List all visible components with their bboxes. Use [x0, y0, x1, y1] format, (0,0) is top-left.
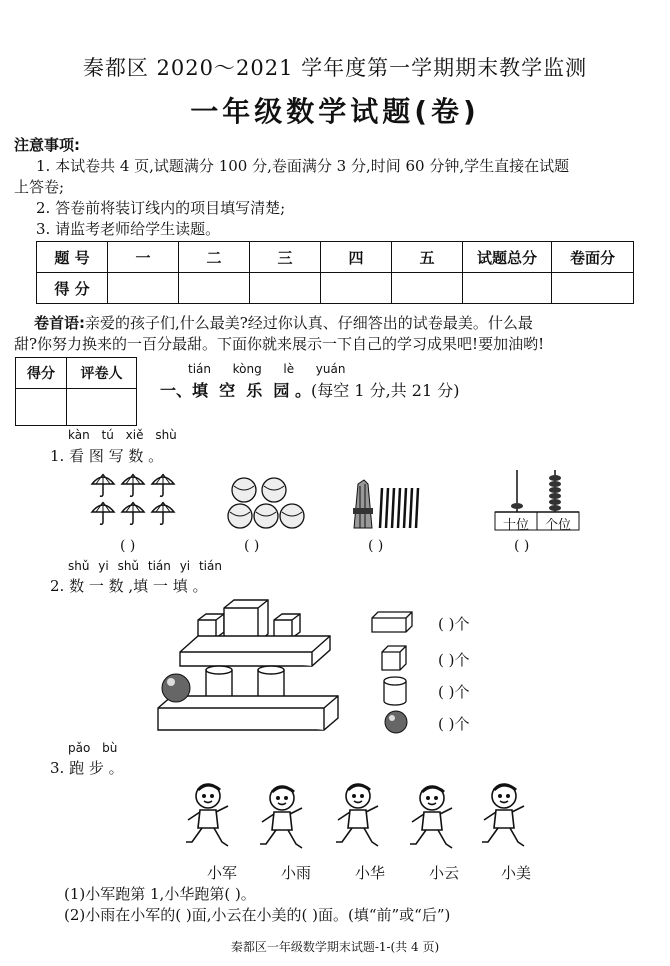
sphere-icon — [384, 710, 408, 734]
score-cell[interactable] — [463, 273, 552, 304]
score-table-header-row — [37, 242, 634, 273]
score-row-label: 得 分 — [37, 273, 108, 304]
pinyin: lè — [283, 362, 295, 376]
balls-illustration — [228, 476, 304, 532]
q3-sub-question-1: (1)小军跑第 1,小华跑第( )。 — [64, 885, 256, 903]
q2-blank-sphere[interactable]: ( )个 — [438, 715, 470, 733]
intro-line-1 — [34, 313, 533, 334]
cylinder-icon — [382, 676, 408, 706]
q1-pinyin — [68, 428, 177, 442]
score-cell[interactable] — [108, 273, 179, 304]
stick-bundle-icon — [353, 480, 373, 528]
notice-item-3: 3. 请监考老师给学生读题。 — [36, 220, 221, 238]
q2-blank-cylinder[interactable]: ( )个 — [438, 683, 470, 701]
exam-title: 一年级数学试题(卷) — [190, 95, 480, 128]
score-table-score-row — [37, 273, 634, 304]
cuboid-icon — [372, 612, 414, 634]
runner-icon — [186, 784, 228, 846]
q2-blank-cube[interactable]: ( )个 — [438, 651, 470, 669]
score-cell[interactable] — [392, 273, 463, 304]
beads-icon — [549, 475, 561, 511]
pinyin: pǎo — [68, 741, 91, 755]
section1-title: 一、填 空 乐 园 。 — [160, 381, 311, 400]
exam-subtitle: 秦都区 2020～2021 学年度第一学期期末教学监测 — [82, 56, 588, 80]
score-header-cell: 五 — [392, 242, 463, 273]
pinyin: tián — [147, 559, 171, 573]
pinyin: tián — [198, 559, 222, 573]
q1-blank-umbrellas[interactable]: ( ) — [120, 538, 136, 554]
score-header-cell: 试题总分 — [463, 242, 552, 273]
pinyin: xiě — [125, 428, 144, 442]
runner-name-xiaoyun: 小云 — [428, 864, 459, 882]
notice-item-1-cont: 上答卷; — [14, 178, 65, 196]
page-footer: 秦都区一年级数学期末试题-1-(共 4 页) — [230, 940, 440, 954]
score-header-cell: 二 — [179, 242, 250, 273]
q2-blank-cuboid[interactable]: ( )个 — [438, 615, 470, 633]
pinyin: kòng — [232, 362, 262, 376]
runners-illustration — [186, 782, 532, 862]
runner-name-xiaoyu: 小雨 — [280, 864, 311, 882]
grader-name-cell[interactable] — [67, 389, 137, 426]
sphere-icon — [162, 674, 190, 702]
q1-blank-balls[interactable]: ( ) — [244, 538, 260, 554]
pinyin: shù — [155, 428, 177, 442]
grader-score-header: 得分 — [16, 358, 67, 389]
pinyin: shǔ — [68, 559, 90, 573]
q1-blank-abacus[interactable]: ( ) — [514, 538, 530, 554]
umbrella-icon — [92, 474, 114, 496]
score-header-cell: 卷面分 — [552, 242, 634, 273]
score-cell[interactable] — [552, 273, 634, 304]
intro-line-2: 甜?你努力换来的一百分最甜。下面你就来展示一下自己的学习成果吧!要加油哟! — [14, 335, 545, 353]
score-cell[interactable] — [321, 273, 392, 304]
runner-name-xiaohua: 小华 — [354, 864, 385, 882]
score-header-cell: 四 — [321, 242, 392, 273]
q2-label: 2. 数 一 数 ,填 一 填 。 — [50, 577, 208, 595]
cube-icon — [382, 646, 408, 672]
pinyin: yuán — [315, 362, 346, 376]
score-header-cell: 一 — [108, 242, 179, 273]
section1-heading — [160, 380, 459, 401]
pinyin: tú — [101, 428, 114, 442]
umbrellas-illustration — [92, 472, 184, 532]
pinyin: shǔ — [117, 559, 140, 573]
abacus-ones-label: 个位 — [544, 518, 571, 533]
pinyin: bù — [102, 741, 118, 755]
score-table — [36, 241, 634, 304]
abacus-tens-label: 十位 — [502, 518, 529, 533]
score-cell[interactable] — [250, 273, 321, 304]
shapes-building-illustration — [158, 600, 358, 740]
sticks-illustration — [352, 478, 422, 530]
section1-note: (每空 1 分,共 21 分) — [311, 381, 460, 400]
section1-pinyin — [188, 362, 345, 376]
q3-label: 3. 跑 步 。 — [50, 759, 124, 777]
pinyin: yi — [179, 559, 191, 573]
notice-heading: 注意事项: — [14, 136, 80, 154]
q3-sub-question-2: (2)小雨在小军的( )面,小云在小美的( )面。(填“前”或“后”) — [64, 906, 451, 924]
bead-icon — [511, 503, 523, 509]
q1-blank-sticks[interactable]: ( ) — [368, 538, 384, 554]
pinyin: kàn — [68, 428, 90, 442]
intro-text-1: 亲爱的孩子们,什么最美?经过你认真、仔细答出的试卷最美。什么最 — [85, 314, 533, 332]
notice-item-1: 1. 本试卷共 4 页,试题满分 100 分,卷面满分 3 分,时间 60 分钟,学生直接在试题 — [36, 157, 570, 175]
runner-name-xiaojun: 小军 — [206, 864, 237, 882]
notice-item-2: 2. 答卷前将装订线内的项目填写清楚; — [36, 199, 286, 217]
q1-label: 1. 看 图 写 数 。 — [50, 447, 164, 465]
pinyin: yi — [98, 559, 109, 573]
intro-label: 卷首语: — [34, 314, 85, 332]
runner-name-xiaomei: 小美 — [500, 864, 531, 882]
grader-table — [15, 357, 137, 426]
q2-pinyin — [68, 559, 222, 573]
score-header-cell: 三 — [250, 242, 321, 273]
grader-score-cell[interactable] — [16, 389, 67, 426]
grader-name-header: 评卷人 — [67, 358, 137, 389]
q3-pinyin — [68, 741, 117, 755]
score-cell[interactable] — [179, 273, 250, 304]
single-sticks-icon — [380, 488, 418, 528]
score-header-cell: 题 号 — [37, 242, 108, 273]
pinyin: tián — [188, 362, 211, 376]
